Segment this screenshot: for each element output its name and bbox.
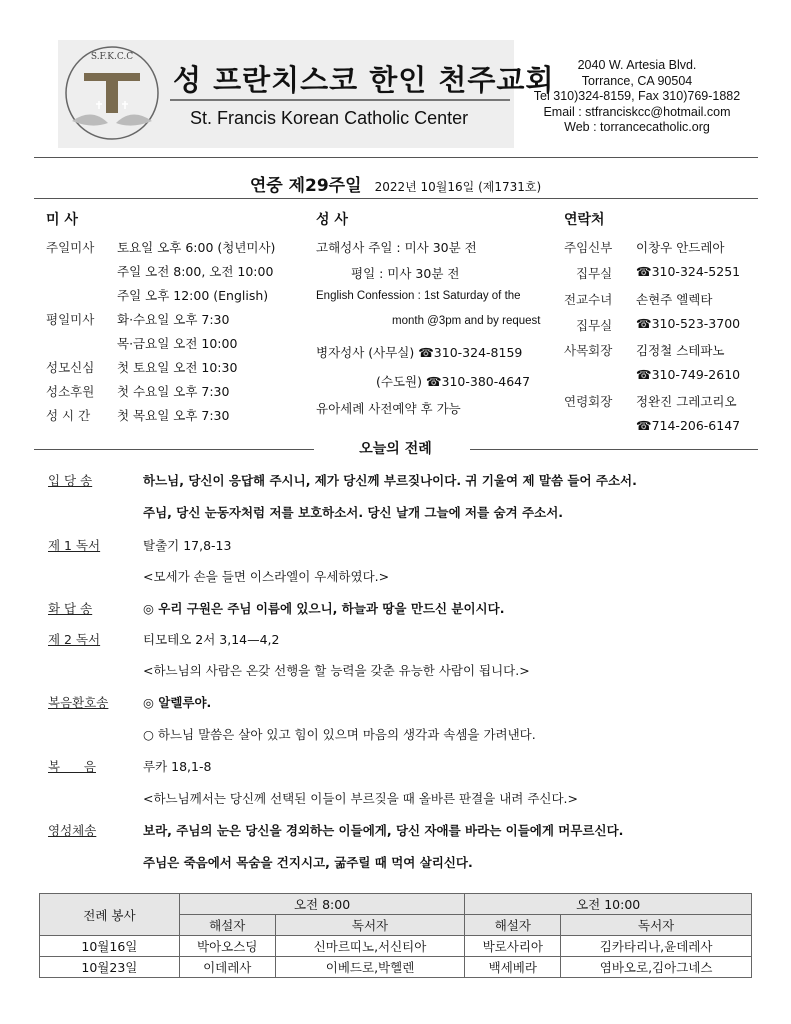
schedule-commentator: 박아오스딩	[179, 936, 275, 957]
header-rule-bottom	[34, 198, 758, 199]
address-line-1: 2040 W. Artesia Blvd.	[577, 58, 697, 72]
contact-phone: ☎310-523-3700	[636, 316, 741, 331]
schedule-readers: 김카타리나,윤데레사	[561, 936, 752, 957]
church-title-korean: 성 프란치스코 한인 천주교회	[173, 63, 555, 97]
parish-logo	[62, 43, 162, 143]
first-reading-ref: 탈출기 17,8-13	[143, 538, 232, 553]
ministry-schedule-table	[39, 893, 752, 978]
address-line-2: Torrance, CA 90504	[581, 73, 693, 88]
contact-value: 이창우 안드레아	[636, 240, 725, 255]
contact-block	[532, 58, 742, 136]
contacts-heading: 연락처	[564, 212, 605, 228]
alleluia-response: ◎ 알렐루야.	[143, 695, 212, 710]
alleluia-label: 복음환호송	[48, 695, 109, 710]
mass-label-holy-hour: 성 시 간	[46, 408, 91, 423]
table-corner-header: 전례 봉사	[40, 894, 180, 936]
second-reading-ref: 티모테오 2서 3,14—4,2	[143, 632, 280, 647]
second-reading-summary: <하느님의 사람은 온갖 선행을 할 능력을 갖춘 유능한 사람이 됩니다.>	[143, 663, 530, 678]
logo-text: S.F.K.C.C	[90, 52, 134, 62]
mass-time-row: 주일 오전 8:00, 오전 10:00	[117, 264, 274, 279]
table-row	[40, 957, 752, 978]
schedule-readers: 신마르띠노,서신티아	[275, 936, 465, 957]
schedule-commentator: 백세베라	[465, 957, 561, 978]
gospel-label: 복 음	[48, 759, 96, 774]
mass-time-row: 주일 오후 12:00 (English)	[117, 288, 269, 303]
first-reading-label: 제 1 독서	[48, 538, 101, 553]
psalm-label: 화 답 송	[48, 601, 93, 616]
schedule-commentator: 박로사리아	[465, 936, 561, 957]
communion-antiphon-1: 보라, 주님의 눈은 당신을 경외하는 이들에게, 당신 자애를 바라는 이들에게 머무르신다.	[143, 823, 624, 838]
web-line: Web : torrancecatholic.org	[564, 120, 710, 134]
mass1-header: 오전 8:00	[179, 894, 465, 915]
communion-label: 영성체송	[48, 823, 97, 838]
entrance-label: 입 당 송	[48, 473, 93, 488]
mass-label-marian: 성모신심	[46, 360, 95, 375]
mass-heading: 미 사	[46, 212, 78, 228]
week-heading	[0, 171, 791, 196]
church-title-english: St. Francis Korean Catholic Center	[190, 108, 469, 128]
alleluia-verse: ○ 하느님 말씀은 살아 있고 힘이 있으며 마음의 생각과 속셈을 가려낸다.	[143, 727, 536, 742]
mass-time-row: 첫 토요일 오전 10:30	[117, 360, 238, 375]
anointing-convent: (수도원) ☎310-380-4647	[376, 374, 531, 389]
second-reading-label: 제 2 독서	[48, 632, 101, 647]
entrance-antiphon-2: 주님, 당신 눈동자처럼 저를 보호하소서. 당신 날개 그늘에 저를 숨겨 주소서.	[143, 505, 564, 520]
contact-phone: ☎310-749-2610	[636, 367, 741, 382]
entrance-antiphon-1: 하느님, 당신이 응답해 주시니, 제가 당신께 부르짖나이다. 귀 기울여 제 말씀 들어 주소서.	[143, 473, 637, 488]
gospel-ref: 루카 18,1-8	[143, 759, 212, 774]
contact-phone: ☎310-324-5251	[636, 264, 741, 279]
title-divider	[170, 99, 510, 101]
mass-label-vocation: 성소후원	[46, 384, 95, 399]
schedule-commentator: 이데레사	[179, 957, 275, 978]
mass-label-weekday: 평일미사	[46, 312, 95, 327]
reader-header: 독서자	[561, 915, 752, 936]
contact-label-funeral: 연령회장	[564, 394, 613, 409]
sacraments-heading: 성 사	[316, 212, 348, 228]
week-title: 연중 제29주일	[249, 176, 362, 196]
phone-line: Tel 310)324-8159, Fax 310)769-1882	[533, 89, 741, 103]
english-confession-line-2: month @3pm and by request	[392, 315, 541, 327]
psalm-response: ◎ 우리 구원은 주님 이름에 있으니, 하늘과 땅을 만드신 분이시다.	[143, 601, 505, 616]
contact-label-council: 사목회장	[564, 343, 613, 358]
reader-header: 독서자	[275, 915, 465, 936]
confession-weekday: 평일 : 미사 30분 전	[351, 266, 460, 281]
schedule-date: 10월16일	[40, 936, 180, 957]
contact-value: 김정철 스테파노	[636, 343, 725, 358]
commentator-header: 해설자	[179, 915, 275, 936]
mass-time-row: 토요일 오후 6:00 (청년미사)	[117, 240, 276, 255]
contact-label-sister: 전교수녀	[564, 292, 613, 307]
schedule-date: 10월23일	[40, 957, 180, 978]
anointing-office: 병자성사 (사무실) ☎310-324-8159	[316, 345, 523, 360]
mass-time-row: 화·수요일 오후 7:30	[117, 312, 230, 327]
contact-label-office: 집무실	[576, 318, 613, 333]
mass2-header: 오전 10:00	[465, 894, 752, 915]
liturgy-heading-wrap	[0, 438, 791, 458]
mass-time-row: 첫 목요일 오후 7:30	[117, 408, 230, 423]
english-confession-line-1: English Confession : 1st Saturday of the	[316, 290, 521, 302]
mass-time-row: 첫 수요일 오후 7:30	[117, 384, 230, 399]
confession-sunday: 고해성사 주일 : 미사 30분 전	[316, 240, 477, 255]
commentator-header: 해설자	[465, 915, 561, 936]
contact-value: 손현주 엘렉타	[636, 292, 713, 307]
contact-label-office: 집무실	[576, 266, 613, 281]
communion-antiphon-2: 주님은 죽음에서 목숨을 건지시고, 굶주릴 때 먹여 살리신다.	[143, 855, 473, 870]
contact-label-pastor: 주임신부	[564, 240, 613, 255]
infant-baptism: 유아세례 사전예약 후 가능	[316, 401, 461, 416]
schedule-readers: 이베드로,박헬렌	[275, 957, 465, 978]
email-line: Email : stfranciskcc@hotmail.com	[543, 104, 731, 119]
mass-label-sunday: 주일미사	[46, 240, 95, 255]
header-rule-top	[34, 157, 758, 158]
table-row	[40, 936, 752, 957]
contact-value: 정완진 그레고리오	[636, 394, 737, 409]
mass-time-row: 목·금요일 오전 10:00	[117, 336, 238, 351]
first-reading-summary: <모세가 손을 들면 이스라엘이 우세하였다.>	[143, 569, 390, 584]
schedule-readers: 염바오로,김아그네스	[561, 957, 752, 978]
issue-date: 2022년 10월16일 (제1731호)	[374, 180, 542, 194]
liturgy-heading: 오늘의 전례	[349, 441, 442, 457]
gospel-summary: <하느님께서는 당신께 선택된 이들이 부르짖을 때 올바른 판결을 내려 주신다.>	[143, 791, 579, 806]
contact-phone: ☎714-206-6147	[636, 418, 741, 433]
